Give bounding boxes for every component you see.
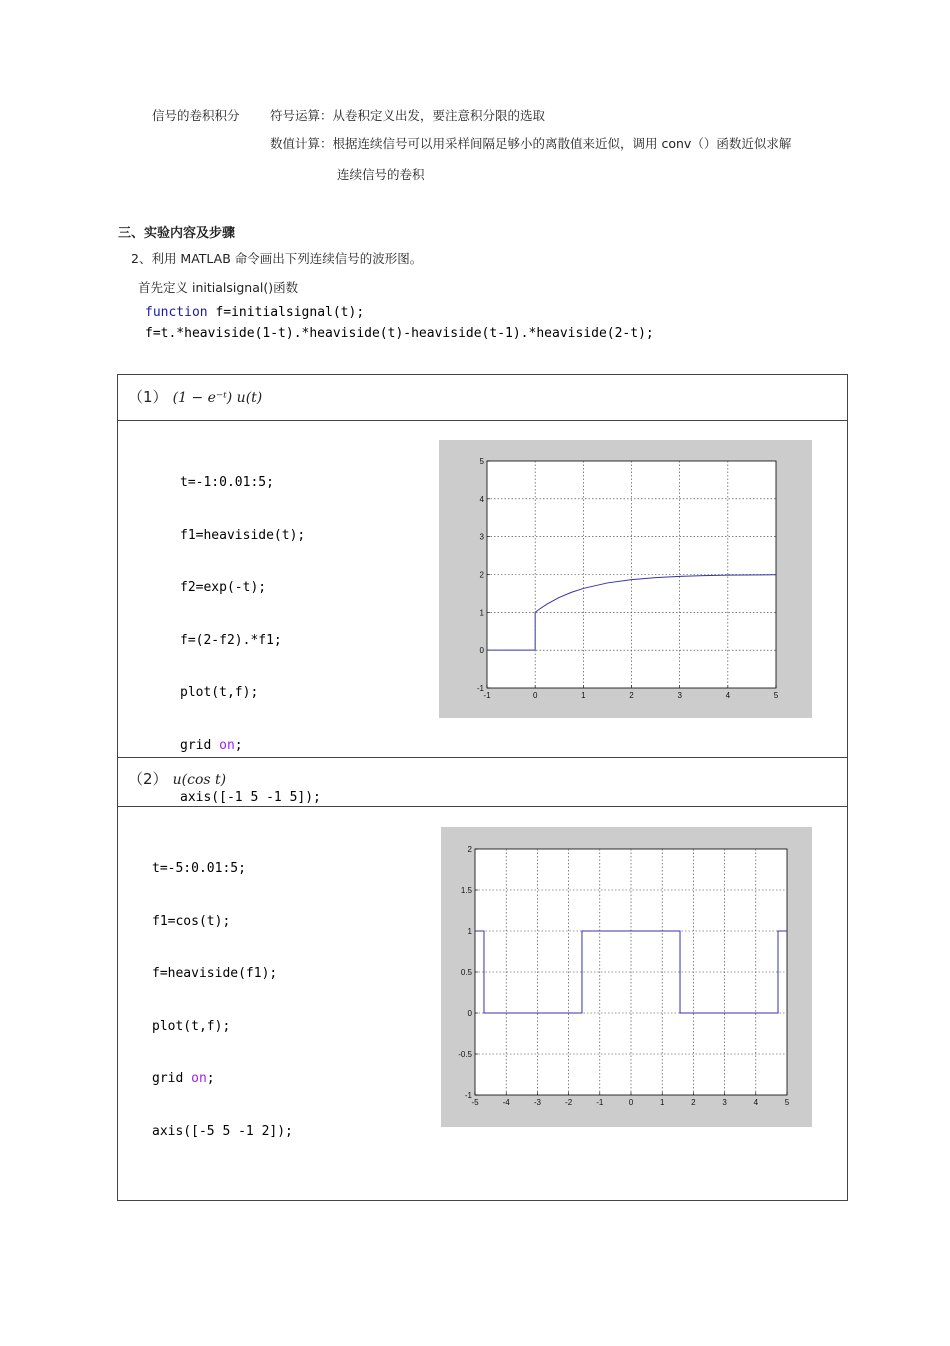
- code-keyword-on: on: [219, 737, 235, 753]
- x-tick-label: -3: [533, 1098, 541, 1107]
- function-signature: [145, 305, 364, 320]
- code-semicolon: ;: [206, 1071, 215, 1086]
- y-tick-label: 3: [479, 532, 484, 542]
- x-tick-label: 3: [677, 691, 682, 700]
- code-grid-text: grid: [180, 737, 220, 753]
- y-tick-label: -1: [464, 1091, 472, 1100]
- y-tick-label: 0: [479, 646, 484, 656]
- problem-1-formula: (1 − e⁻ᵗ) u(t): [172, 390, 263, 406]
- intro-left-label: 信号的卷积积分: [152, 108, 240, 123]
- x-tick-label: -5: [471, 1098, 479, 1107]
- y-tick-label: -1: [476, 684, 484, 693]
- function-body: f=t.*heaviside(1-t).*heaviside(t)-heaviside(t-1).*heaviside(2-t);: [145, 326, 654, 341]
- intro-numeric-line2: 连续信号的卷积: [337, 167, 425, 182]
- x-tick-label: 5: [773, 691, 779, 700]
- x-tick-label: 1: [659, 1098, 665, 1107]
- table-divider: [117, 420, 848, 421]
- x-tick-label: 2: [691, 1098, 696, 1107]
- code-keyword-on: on: [191, 1071, 207, 1086]
- code-line: f=(2-f2).*f1;: [180, 632, 282, 648]
- problem-1-label: （1）: [128, 388, 168, 406]
- code-semicolon: ;: [234, 737, 243, 753]
- problem-1-header: [128, 386, 262, 407]
- problem-2-label: （2）: [128, 770, 168, 788]
- y-tick-label: 2: [479, 570, 484, 580]
- define-function-text: 首先定义 initialsignal()函数: [138, 280, 299, 295]
- section-heading: 三、实验内容及步骤: [118, 226, 236, 241]
- code-line: [180, 735, 321, 758]
- x-tick-label: 0: [532, 691, 538, 700]
- x-tick-label: 0: [628, 1098, 634, 1107]
- x-tick-label: -2: [565, 1098, 573, 1107]
- code-line: f1=heaviside(t);: [180, 527, 306, 543]
- problem-2-header: [128, 768, 226, 789]
- code-grid-text: grid: [152, 1071, 192, 1086]
- code-line: f=heaviside(f1);: [152, 966, 278, 981]
- code-line: t=-1:0.01:5;: [180, 475, 274, 490]
- x-tick-label: 3: [722, 1098, 727, 1107]
- code-line: f1=cos(t);: [152, 913, 231, 929]
- code-line: plot(t,f);: [152, 1018, 231, 1034]
- problem-2-code: [152, 828, 293, 1158]
- x-tick-label: 5: [784, 1098, 790, 1107]
- x-tick-label: 2: [629, 691, 634, 700]
- x-tick-label: 4: [753, 1098, 759, 1107]
- x-tick-label: -4: [502, 1098, 510, 1107]
- y-tick-label: 4: [479, 494, 484, 504]
- intro-numeric-line1: 数值计算：根据连续信号可以用采样间隔足够小的离散值来近似，调用 conv（）函数近似求解: [270, 136, 792, 151]
- problem-2-formula: u(cos t): [172, 772, 227, 788]
- y-tick-label: 2: [467, 845, 472, 854]
- problem-1-plot: [439, 440, 812, 718]
- code-line: [152, 1068, 293, 1091]
- y-tick-label: 0: [467, 1009, 472, 1018]
- x-tick-label: -1: [596, 1098, 604, 1107]
- code-line: t=-5:0.01:5;: [152, 861, 246, 876]
- x-tick-label: -1: [483, 691, 491, 700]
- y-tick-label: 1: [479, 608, 484, 618]
- x-tick-label: 1: [581, 691, 586, 700]
- code-line: plot(t,f);: [180, 685, 259, 700]
- function-keyword: function: [145, 305, 208, 320]
- step-2-text: 2、利用 MATLAB 命令画出下列连续信号的波形图。: [131, 251, 423, 266]
- y-tick-label: 1: [467, 927, 472, 936]
- code-line: f2=exp(-t);: [180, 580, 267, 595]
- x-tick-label: 4: [725, 691, 731, 700]
- y-tick-label: 5: [479, 457, 484, 466]
- problem-2-plot: [441, 827, 812, 1127]
- function-sig-text: f=initialsignal(t);: [207, 305, 365, 320]
- intro-symbolic: 符号运算：从卷积定义出发，要注意积分限的选取: [270, 108, 546, 123]
- code-line: axis([-1 5 -1 5]);: [180, 790, 321, 805]
- y-tick-label: 0.5: [460, 968, 472, 977]
- y-tick-label: 1.5: [460, 886, 472, 895]
- y-tick-label: -0.5: [458, 1050, 472, 1059]
- code-line: axis([-5 5 -1 2]);: [152, 1123, 293, 1139]
